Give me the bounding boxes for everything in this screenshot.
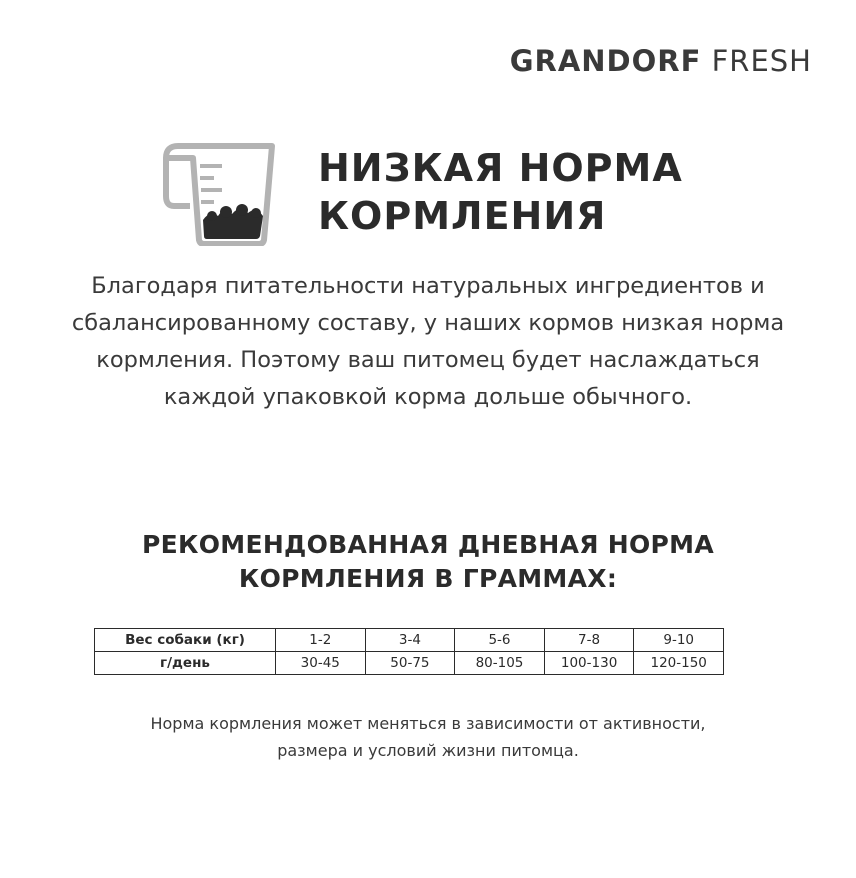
weight-cell: 5-6 [455, 629, 545, 652]
grams-cell: 30-45 [276, 652, 366, 675]
intro-line-4: каждой упаковкой корма дольше обычного. [163, 384, 693, 410]
feeding-table [94, 628, 724, 675]
hero-title-line-2: КОРМЛЕНИЯ [318, 194, 607, 238]
grams-cell: 50-75 [365, 652, 455, 675]
row-label-grams: г/день [95, 652, 276, 675]
brand-logo [510, 44, 812, 78]
table-heading-line-2: КОРМЛЕНИЯ В ГРАММАХ: [238, 564, 618, 593]
footnote-line-2: размера и условий жизни питомца. [277, 741, 579, 760]
measuring-cup-icon [160, 136, 282, 246]
table-row-grams [95, 652, 724, 675]
table-row-weight [95, 629, 724, 652]
grams-cell: 120-150 [634, 652, 724, 675]
weight-cell: 7-8 [544, 629, 634, 652]
grams-cell: 100-130 [544, 652, 634, 675]
weight-cell: 1-2 [276, 629, 366, 652]
intro-paragraph [20, 268, 836, 416]
row-label-weight: Вес собаки (кг) [95, 629, 276, 652]
intro-line-3: кормления. Поэтому ваш питомец будет наслаждаться [96, 347, 760, 373]
hero-title-line-1: НИЗКАЯ НОРМА [318, 146, 683, 190]
intro-line-1: Благодаря питательности натуральных ингредиентов и [91, 273, 765, 299]
brand-name-bold: GRANDORF [509, 44, 702, 78]
footnote-line-1: Норма кормления может меняться в зависимости от активности, [150, 714, 706, 733]
weight-cell: 3-4 [365, 629, 455, 652]
table-heading [0, 528, 856, 596]
footnote [0, 710, 856, 764]
brand-name-light: FRESH [711, 44, 812, 78]
hero-title [318, 144, 683, 240]
intro-line-2: сбалансированному составу, у наших кормов низкая норма [71, 310, 785, 336]
table-heading-line-1: РЕКОМЕНДОВАННАЯ ДНЕВНАЯ НОРМА [141, 530, 714, 559]
weight-cell: 9-10 [634, 629, 724, 652]
grams-cell: 80-105 [455, 652, 545, 675]
